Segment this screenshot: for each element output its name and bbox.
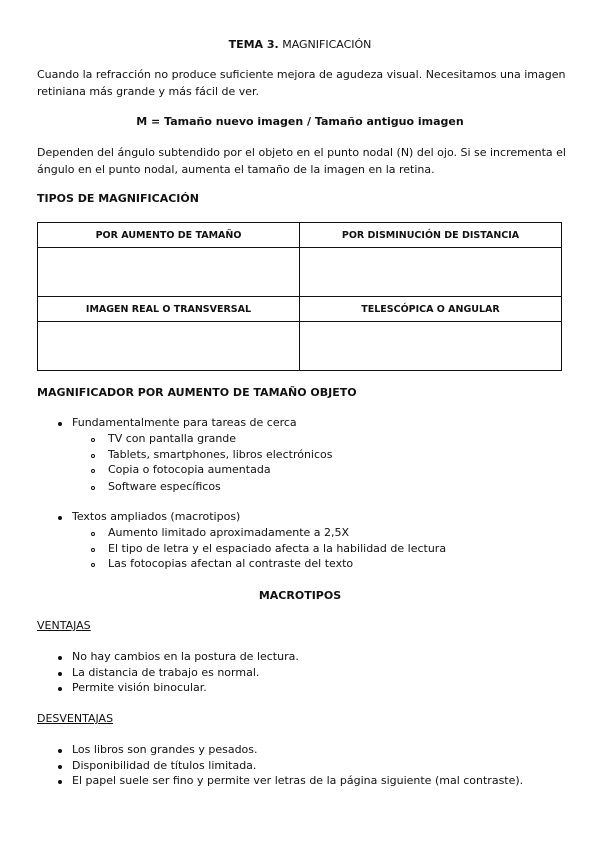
circle-bullet-icon	[91, 548, 95, 552]
intro-paragraph: Cuando la refracción no produce suficiente mejora de agudeza visual. Necesitamos una imagen retiniana más grande y más fácil de ver.	[37, 68, 566, 98]
list-item: La distancia de trabajo es normal.	[72, 666, 260, 679]
tipos-header-real: IMAGEN REAL O TRANSVERSAL	[38, 297, 300, 322]
bullet-icon	[58, 765, 62, 769]
tipos-cell-empty	[300, 322, 562, 371]
list-item: Permite visión binocular.	[72, 681, 207, 694]
tipos-heading: TIPOS DE MAGNIFICACIÓN	[37, 192, 199, 205]
sub-list-item: Aumento limitado aproximadamente a 2,5X	[108, 526, 350, 539]
list-item: El papel suele ser fino y permite ver letras de la página siguiente (mal contraste).	[72, 774, 524, 787]
list-item: Los libros son grandes y pesados.	[72, 743, 258, 756]
circle-bullet-icon	[91, 469, 95, 473]
tipos-table	[37, 222, 562, 371]
bullet-icon	[58, 672, 62, 676]
formula: M = Tamaño nuevo imagen / Tamaño antiguo imagen	[136, 115, 464, 128]
sub-list-item: Las fotocopias afectan al contraste del texto	[108, 557, 354, 570]
sub-list-item: Copia o fotocopia aumentada	[108, 463, 271, 476]
page-title	[0, 38, 600, 51]
tipos-cell-empty	[38, 322, 300, 371]
magnificador-heading: MAGNIFICADOR POR AUMENTO DE TAMAÑO OBJETO	[37, 386, 357, 399]
sub-list-item: El tipo de letra y el espaciado afecta a la habilidad de lectura	[108, 542, 447, 555]
circle-bullet-icon	[91, 563, 95, 567]
tipos-cell-empty	[300, 248, 562, 297]
sub-list-item: Tablets, smartphones, libros electrónicos	[108, 448, 333, 461]
ventajas-label: VENTAJAS	[37, 619, 91, 632]
tipos-header-aumento: POR AUMENTO DE TAMAÑO	[38, 223, 300, 248]
bullet-icon	[58, 422, 62, 426]
bullet-icon	[58, 687, 62, 691]
sub-list-item: TV con pantalla grande	[108, 432, 237, 445]
bullet-icon	[58, 749, 62, 753]
bullet-icon	[58, 516, 62, 520]
explanation-paragraph: Dependen del ángulo subtendido por el objeto en el punto nodal (N) del ojo. Si se incrementa el ángulo en el punto nodal, aumenta el tamaño de la imagen en la retina.	[37, 146, 566, 176]
tipos-header-telescopica: TELESCÓPICA O ANGULAR	[300, 297, 562, 322]
circle-bullet-icon	[91, 454, 95, 458]
title-number: TEMA 3.	[228, 38, 279, 51]
list-item: No hay cambios en la postura de lectura.	[72, 650, 299, 663]
list-item: Disponibilidad de títulos limitada.	[72, 759, 257, 772]
tipos-cell-empty	[38, 248, 300, 297]
bullet-icon	[58, 780, 62, 784]
tipos-header-disminucion: POR DISMINUCIÓN DE DISTANCIA	[300, 223, 562, 248]
circle-bullet-icon	[91, 438, 95, 442]
macrotipos-heading: MACROTIPOS	[258, 589, 342, 602]
desventajas-label: DESVENTAJAS	[37, 712, 114, 725]
circle-bullet-icon	[91, 486, 95, 490]
list-item: Textos ampliados (macrotipos)	[72, 510, 241, 523]
title-text: MAGNIFICACIÓN	[278, 38, 372, 51]
sub-list-item: Software específicos	[108, 480, 221, 493]
bullet-icon	[58, 656, 62, 660]
circle-bullet-icon	[91, 532, 95, 536]
list-item: Fundamentalmente para tareas de cerca	[72, 416, 297, 429]
